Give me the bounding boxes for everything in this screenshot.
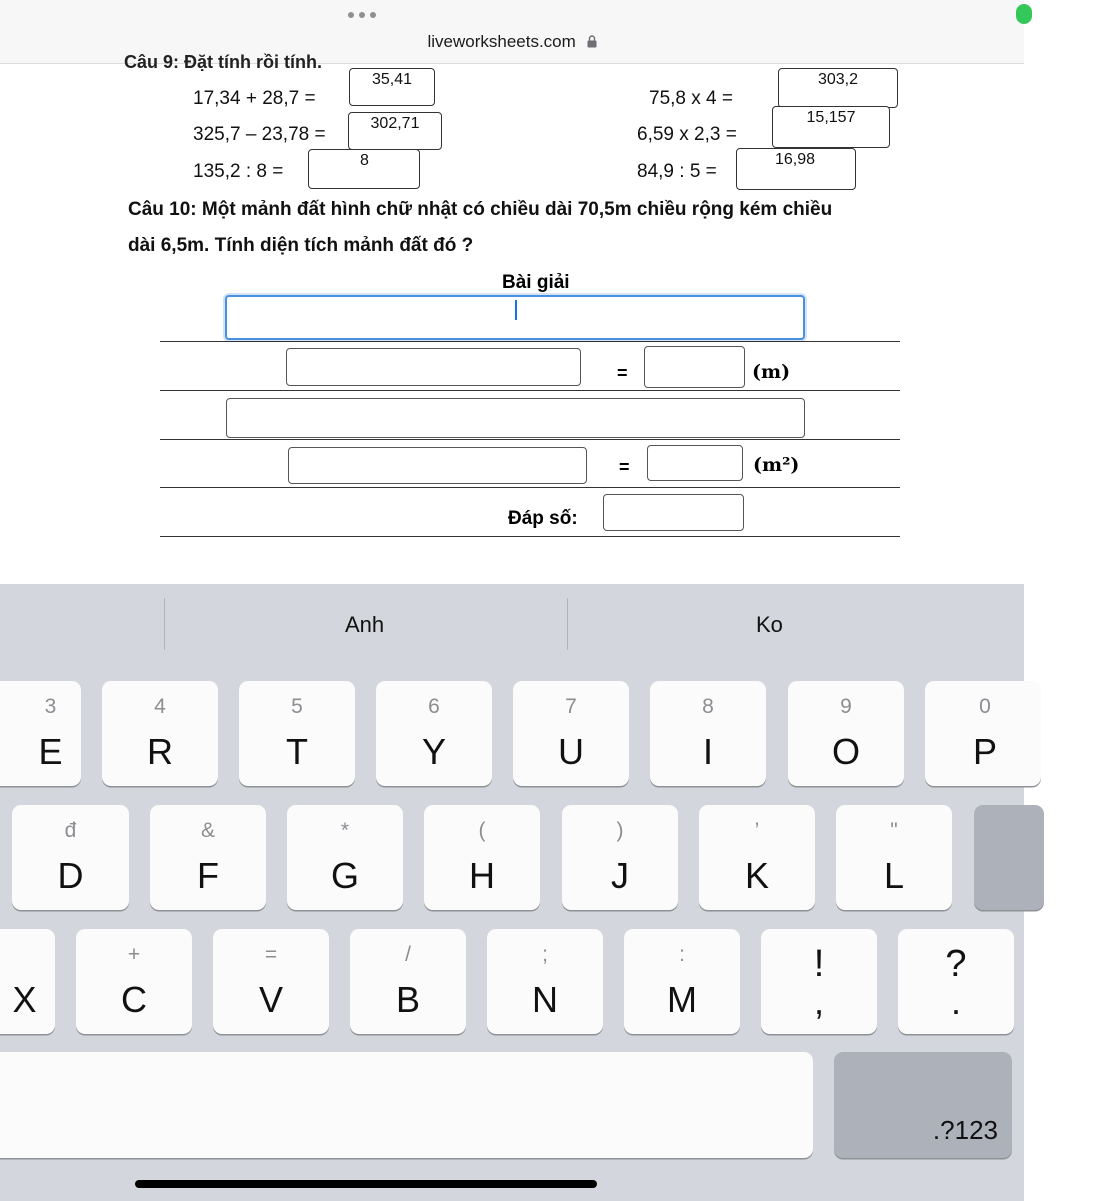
width-result-input[interactable]: [644, 346, 745, 388]
key-char: F: [197, 855, 219, 896]
unit-label-m2: (m²): [753, 454, 800, 476]
recording-indicator-icon: [1016, 4, 1032, 24]
key-char: T: [286, 731, 308, 772]
key-b[interactable]: [350, 929, 466, 1034]
key-alt-char: =: [264, 943, 278, 966]
key-alt-char: ": [890, 819, 898, 842]
question9-heading: Câu 9: Đặt tính rồi tính.: [124, 52, 322, 72]
key-x[interactable]: [0, 929, 55, 1034]
calc-answer-box[interactable]: 302,71: [348, 112, 442, 150]
divider: [160, 390, 900, 391]
space-key[interactable]: [0, 1052, 813, 1158]
equals-sign: =: [619, 457, 630, 477]
key-char: D: [57, 855, 84, 896]
divider: [160, 536, 900, 537]
question10-text-line2: dài 6,5m. Tính diện tích mảnh đất đó ?: [128, 235, 474, 256]
key-t[interactable]: [239, 681, 355, 786]
key-alt-char: 6: [428, 695, 440, 718]
url-text: liveworksheets.com: [427, 32, 576, 51]
key-c[interactable]: [76, 929, 192, 1034]
address-bar[interactable]: [0, 32, 1112, 53]
lock-icon: [587, 33, 597, 53]
calc-expression: 84,9 : 5 =: [637, 161, 717, 182]
key-char: L: [883, 855, 905, 896]
key-e[interactable]: [0, 681, 81, 786]
key-alt-char: ;: [542, 943, 548, 966]
answer-input[interactable]: [603, 494, 744, 531]
suggestion-bar: [0, 584, 1024, 664]
key-o[interactable]: [788, 681, 904, 786]
solution-line3-input[interactable]: [226, 398, 805, 438]
key-char: I: [702, 731, 713, 772]
key-p[interactable]: [925, 681, 1041, 786]
key-alt-char: đ: [64, 819, 77, 842]
key-r[interactable]: [102, 681, 218, 786]
key-y[interactable]: [376, 681, 492, 786]
key-char: X: [12, 979, 37, 1020]
key-char: B: [395, 979, 420, 1020]
key-char: N: [532, 979, 558, 1020]
calc-expression: 325,7 – 23,78 =: [193, 124, 326, 145]
key-j[interactable]: [562, 805, 678, 910]
key-v[interactable]: [213, 929, 329, 1034]
key-char: G: [330, 855, 359, 896]
calc-answer-box[interactable]: 16,98: [736, 148, 856, 190]
key-alt-char: 4: [154, 695, 166, 718]
key-alt-char: +: [127, 943, 141, 966]
area-expression-input[interactable]: [288, 447, 587, 484]
solution-title: Bài giải: [502, 272, 570, 293]
calc-answer-box[interactable]: 15,157: [772, 106, 890, 148]
calc-expression: 135,2 : 8 =: [193, 161, 284, 182]
return-key[interactable]: [974, 805, 1044, 910]
key-alt-char: (: [478, 819, 486, 842]
calc-expression: 6,59 x 2,3 =: [637, 124, 737, 145]
key-char: E: [38, 731, 63, 772]
key-char: V: [258, 979, 283, 1020]
key-n[interactable]: [487, 929, 603, 1034]
calc-expression: 17,34 + 28,7 =: [193, 88, 316, 109]
key-char: C: [121, 979, 147, 1020]
calc-expression: 75,8 x 4 =: [649, 88, 733, 109]
key-char: H: [469, 855, 495, 896]
key-m[interactable]: [624, 929, 740, 1034]
key-alt-char: 8: [702, 695, 714, 718]
key-h[interactable]: [424, 805, 540, 910]
key-l[interactable]: [836, 805, 952, 910]
key-f[interactable]: [150, 805, 266, 910]
home-indicator[interactable]: [135, 1180, 597, 1188]
key-char: Y: [421, 731, 446, 772]
key-char: K: [744, 855, 769, 896]
divider: [160, 487, 900, 488]
suggestion-item[interactable]: Ko: [756, 612, 783, 637]
key-alt-char: ): [616, 819, 624, 842]
worksheet: [0, 52, 1024, 584]
area-result-input[interactable]: [647, 445, 743, 481]
onscreen-keyboard: [0, 584, 1024, 1201]
key-alt-char: &: [200, 819, 215, 842]
calc-answer-box[interactable]: 35,41: [349, 68, 435, 106]
suggestion-divider: [567, 598, 568, 650]
key-alt-char: 9: [840, 695, 852, 718]
answer-label: Đáp số:: [508, 508, 578, 529]
divider: [160, 439, 900, 440]
key-char: M: [667, 979, 697, 1020]
numbers-key-label: .?123: [932, 1115, 998, 1145]
key-question-period[interactable]: [898, 929, 1014, 1034]
suggestion-divider: [164, 598, 165, 650]
key-exclamation-comma[interactable]: [761, 929, 877, 1034]
key-char: J: [611, 855, 629, 896]
more-options-icon[interactable]: [348, 12, 376, 18]
key-char: R: [147, 731, 173, 772]
key-char: .: [950, 981, 961, 1022]
question10-text-line1: Câu 10: Một mảnh đất hình chữ nhật có chiều dài 70,5m chiều rộng kém chiều: [128, 199, 833, 220]
key-alt-char: 5: [291, 695, 303, 718]
numbers-key[interactable]: [834, 1052, 1012, 1158]
key-alt-char: *: [340, 819, 350, 842]
key-alt-char: 7: [565, 695, 577, 718]
key-alt-char: 3: [44, 695, 57, 718]
key-char: ,: [813, 981, 824, 1022]
key-d[interactable]: [12, 805, 129, 910]
key-alt-char: :: [679, 943, 685, 966]
text-cursor: [515, 300, 517, 320]
key-char: U: [558, 731, 584, 772]
unit-label-m: (m): [752, 361, 791, 383]
key-alt-char: /: [405, 943, 411, 966]
key-alt-char: !: [813, 943, 825, 985]
key-alt-char: 0: [979, 695, 991, 718]
key-g[interactable]: [287, 805, 403, 910]
key-k[interactable]: [699, 805, 815, 910]
equals-sign: =: [617, 363, 628, 383]
divider: [160, 341, 900, 342]
key-char: O: [831, 731, 860, 772]
key-u[interactable]: [513, 681, 629, 786]
key-alt-char: ?: [945, 943, 967, 985]
key-i[interactable]: [650, 681, 766, 786]
calc-answer-box[interactable]: 303,2: [778, 68, 898, 108]
key-char: P: [972, 731, 997, 772]
width-expression-input[interactable]: [286, 348, 581, 386]
suggestion-item[interactable]: Anh: [345, 612, 385, 637]
calc-answer-box[interactable]: 8: [308, 149, 420, 189]
key-alt-char: ’: [754, 819, 760, 842]
